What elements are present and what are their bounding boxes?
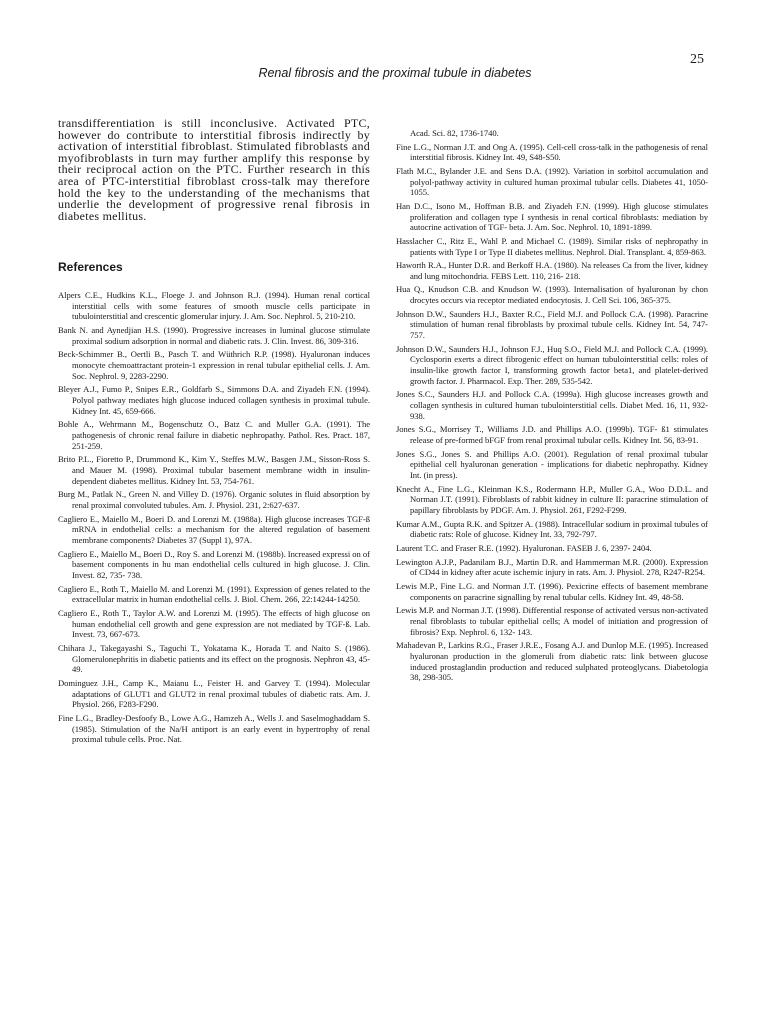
reference-entry: Jones S.G., Jones S. and Phillips A.O. (2001). Regulation of renal proximal tubular epithelial cell hyaluronan generation - implications for diabetic nephropathy. Kidney Int. (in press).	[396, 448, 708, 481]
reference-entry: Hasslacher C., Ritz E., Wahl P. and Michael C. (1989). Similar risks of nephropathy in patients with Type I or Type II diabetes mellitus. Nephrol. Dial. Transplant. 4, 859-863.	[396, 235, 708, 257]
reference-entry: Lewington A.J.P., Padanilam B.J., Martin D.R. and Hammerman M.R. (2000). Expression of CD44 in kidney after acute ischemic injury in rats. Am. J. Physiol. 278, R247-R254.	[396, 556, 708, 578]
reference-entry: Kumar A.M., Gupta R.K. and Spitzer A. (1988). Intracellular sodium in proximal tubules of diabetic rats: Role of glucose. Kidney Int. 33, 792-797.	[396, 518, 708, 540]
reference-entry: Bohle A., Wehrmann M., Bogenschutz O., Batz C. and Muller G.A. (1991). The pathogenesis of chronic renal failure in diabetic nephropathy. Pathol. Res. Pract. 187, 251-259.	[58, 419, 370, 451]
reference-entry: Burg M., Patlak N., Green N. and Villey D. (1976). Organic solutes in fluid absorption by renal proximal convoluted tubules. Am. J. Physiol. 231, 2:627-637.	[58, 489, 370, 510]
reference-entry: Fine L.G., Bradley-Desfoofy B., Lowe A.G., Hamzeh A., Wells J. and Saselmoghaddam S. (1985). Stimulation of the Na/H antiport is an early event in hypertrophy of renal proximal tubule cells. Proc. Nat.	[58, 712, 370, 745]
running-head: Renal fibrosis and the proximal tubule in diabetes	[258, 66, 532, 80]
reference-entry: Cagliero E., Roth T., Maiello M. and Lorenzi M. (1991). Expression of genes related to the extracellular matrix in human endothelial cells. J. Biol. Chem. 266, 22:14244-14250.	[58, 583, 370, 605]
reference-entry: Chihara J., Takegayashi S., Taguchi T., Yokatama K., Horada T. and Naito S. (1986). Glomerulonephritis in diabetic patients and its effect on the prognosis. Nephron 43, 45-49.	[58, 642, 370, 675]
reference-entry: Beck-Schimmer B., Oertli B., Pasch T. and Wüthrich R.P. (1998). Hyaluronan induces monocyte chemoattractant protein-1 expression in renal tubular epithelial cells. J. Am. Soc. Nephrol. 9, 2283-2290.	[58, 349, 370, 381]
reference-continuation: Acad. Sci. 82, 1736-1740.	[410, 128, 499, 138]
references-heading: References	[58, 260, 123, 274]
reference-entry: Johnson D.W., Saunders H.J., Johnson F.J., Huq S.O., Field M.J. and Pollock C.A. (1999). Cyclosporin exerts a direct fibrogenic effect on human tubulointerstitial cells: roles of insulin-like growth factor I, transforming growth factor beta1, and platelet-derived growth factor. J. Pharmacol. Exp. Ther. 289, 535-542.	[396, 343, 708, 386]
reference-entry: Mahadevan P., Larkins R.G., Fraser J.R.E., Fosang A.J. and Dunlop M.E. (1995). Increased hyaluronan production in the glomeruli from diabetic rats: link between glucose induced prostaglandin production and reduced sulphated proteoglycans. Diabetologia 38, 298-305.	[396, 640, 708, 683]
reference-entry: Jones S.C., Saunders H.J. and Pollock C.A. (1999a). High glucose increases growth and collagen synthesis in cultured human tubulointerstitial cells. Diabet Med. 16, 11, 932-938.	[396, 389, 708, 421]
reference-entry: Lewis M.P., Fine L.G. and Norman J.T. (1996). Pexicrine effects of basement membrane components on paracrine signalling by renal tubular cells. Kidney Int. 49, 48-58.	[396, 580, 708, 602]
reference-entry: Hua Q., Knudson C.B. and Knudson W. (1993). Internalisation of hyaluronan by chon drocytes occurs via receptor mediated endocytosis. J. Cell Sci. 106, 365-375.	[396, 284, 708, 306]
reference-entry: Knecht A., Fine L.G., Kleinman K.S., Rodermann H.P., Muller G.A., Woo D.D.L. and Norman J.T. (1991). Fibroblasts of rabbit kidney in culture II: paracrine stimulation of papillary fibroblasts by PDGF. Am. J. Physiol. 261, F292-F299.	[396, 483, 708, 516]
reference-entry: Laurent T.C. and Fraser R.E. (1992). Hyaluronan. FASEB J. 6, 2397- 2404.	[396, 543, 652, 554]
body-paragraph: transdifferentiation is still inconclusive. Activated PTC, however do contribute to interstitial fibrosis indirectly by activation of interstitial fibroblast. Stimulated fibroblasts and myofibroblasts in turn may further amplify this response by their reciprocal action on the PTC. Further research in this area of PTC-interstitial fibroblast cross-talk may therefore hold the key to the understanding of the mechanisms that underlie the development of progressive renal fibrosis in diabetes mellitus.	[58, 116, 370, 223]
reference-entry: Han D.C., Isono M., Hoffman B.B. and Ziyadeh F.N. (1999). High glucose stimulates proliferation and collagen type I synthesis in renal cortical fibroblasts: mediation by autocrine activation of TGF- beta. J. Am. Soc. Nephrol. 10, 1891-1899.	[396, 200, 708, 233]
reference-entry: Bleyer A.J., Fumo P., Snipes E.R., Goldfarb S., Simmons D.A. and Ziyadeh F.N. (1994). Polyol pathway mediates high glucose induced collagen synthesis in proximal tubule. Kidney Int. 45, 659-666.	[58, 384, 370, 416]
reference-entry: Jones S.G., Morrisey T., Williams J.D. and Phillips A.O. (1999b). TGF- ß1 stimulates release of pre-formed bFGF from renal proximal tubular cells. Kidney Int. 56, 83-91.	[396, 424, 708, 446]
reference-entry: Bank N. and Aynedjian H.S. (1990). Progressive increases in luminal glucose stimulate proximal sodium adsorption in normal and diabetic rats. J. Clin. Invest. 86, 309-316.	[58, 325, 370, 346]
reference-entry: Fine L.G., Norman J.T. and Ong A. (1995). Cell-cell cross-talk in the pathogenesis of renal interstitial fibrosis. Kidney Int. 49, S48-S50.	[396, 141, 708, 163]
reference-list-right	[396, 128, 708, 686]
reference-list-left	[58, 290, 370, 748]
page-number: 25	[690, 52, 704, 67]
reference-entry: Cagliero E., Roth T., Taylor A.W. and Lorenzi M. (1995). The effects of high glucose on human endothelial cell growth and gene expression are not mediated by TGF-ß. Lab. Invest. 73, 667-673.	[58, 607, 370, 640]
reference-entry: Johnson D.W., Saunders H.J., Baxter R.C., Field M.J. and Pollock C.A. (1998). Paracrine stimulation of human renal fibroblasts by proximal tubule cells. Kidney Int. 54, 747-757.	[396, 308, 708, 341]
reference-entry: Brito P.L., Fioretto P., Drummond K., Kim Y., Steffes M.W., Basgen J.M., Sisson-Ross S. and Mauer M. (1998). Proximal tubular basement membrane width in insulin-dependent diabetes mellitus. Kidney Int. 53, 754-761.	[58, 454, 370, 486]
reference-entry: Lewis M.P. and Norman J.T. (1998). Differential response of activated versus non-activated renal fibroblasts to tubular epithelial cells; A model of initiation and progression of fibrosis? Exp. Nephrol. 6, 132- 143.	[396, 605, 708, 637]
reference-entry: Alpers C.E., Hudkins K.L., Floege J. and Johnson R.J. (1994). Human renal cortical interstitial cells with some features of smooth muscle cells participate in tubulointerstitial and crescentic glomerular injury. J. Am. Soc. Nephrol. 5, 210-210.	[58, 290, 370, 322]
reference-entry: Cagliero E., Maiello M., Boeri D., Roy S. and Lorenzi M. (1988b). Increased expressi on of basement components in hu man endothelial cells cultured in high glucose. J. Clin. Invest. 82, 735- 738.	[58, 548, 370, 580]
reference-entry: Dominguez J.H., Camp K., Maianu L., Feister H. and Garvey T. (1994). Molecular adaptations of GLUT1 and GLUT2 in renal proximal tubules of diabetic rats. Am. J. Physiol. 266, F283-F290.	[58, 677, 370, 710]
reference-entry: Flath M.C., Bylander J.E. and Sens D.A. (1992). Variation in sorbitol accumulation and polyol-pathway activity in cultured human proximal tubular cells. Diabetes 41, 1050-1055.	[396, 165, 708, 198]
reference-entry: Cagliero E., Maiello M., Boeri D. and Lorenzi M. (1988a). High glucose increases TGF-ß mRNA in endothelial cells: a mechanism for the altered regulation of basement membrane components? Diabetes 37 (Suppl 1), 97A.	[58, 513, 370, 545]
reference-entry: Haworth R.A., Hunter D.R. and Berkoff H.A. (1980). Na releases Ca from the liver, kidney and lung mitochondria. FEBS Lett. 110, 216- 218.	[396, 260, 708, 281]
